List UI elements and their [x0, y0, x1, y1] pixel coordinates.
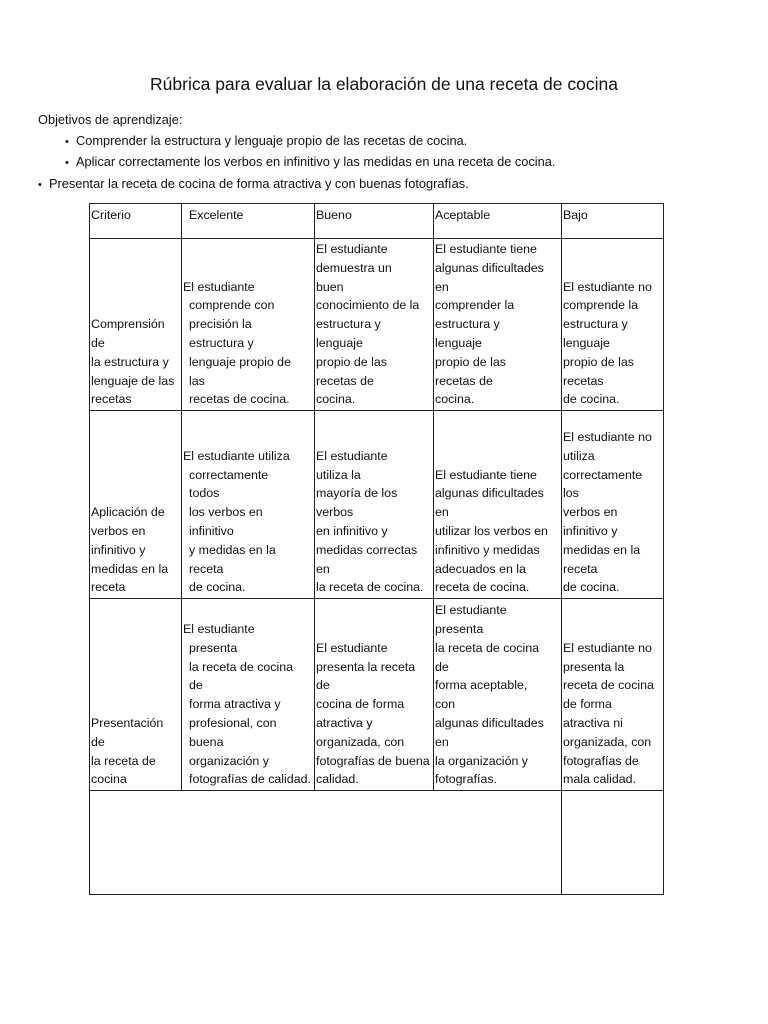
cell-text-line: cocina de forma	[316, 697, 405, 712]
cell-text-line: lenguaje	[435, 335, 482, 350]
cell-text-line: utilizar los verbos en	[435, 523, 548, 538]
cell-text-line: la receta de	[91, 753, 156, 768]
cell-text-line: lenguaje	[316, 335, 363, 350]
cell-text-line: calidad.	[316, 772, 359, 787]
cell-text-line: atractiva ni	[563, 715, 623, 730]
cell-text-line: utiliza la	[316, 467, 361, 482]
cell-text-line: Comprensión	[91, 317, 165, 332]
header-excelente: Excelente	[182, 204, 315, 239]
cell-text-line: cocina.	[316, 392, 356, 407]
cell-text-line: la receta de cocina.	[316, 580, 424, 595]
cell-text-line: correctamente	[563, 467, 643, 482]
cell-text-line: de	[189, 678, 203, 693]
cell-excelente	[182, 599, 315, 791]
objectives-section	[38, 110, 738, 195]
cell-criterio	[90, 599, 182, 791]
cell-bueno	[315, 411, 434, 599]
cell-text-line: buena	[189, 734, 224, 749]
cell-text-line: forma aceptable,	[435, 678, 528, 693]
header-bueno: Bueno	[315, 204, 434, 239]
cell-text-line: conocimiento de la	[316, 298, 420, 313]
cell-text-line: y medidas en la	[189, 542, 276, 557]
cell-text-line: El estudiante	[316, 640, 388, 655]
cell-text-line: receta	[91, 580, 126, 595]
cell-text-line: mala calidad.	[563, 772, 637, 787]
cell-text-line: estructura y	[189, 335, 254, 350]
header-bajo: Bajo	[562, 204, 664, 239]
cell-text-line: con	[435, 697, 455, 712]
cell-text-line: lenguaje propio de	[189, 354, 291, 369]
cell-text-line: El estudiante tiene	[435, 242, 537, 256]
cell-text-line: fotografías.	[435, 772, 497, 787]
objective-text: Comprender la estructura y lenguaje propio de las recetas de cocina.	[76, 132, 468, 148]
cell-text-line: de forma	[563, 697, 612, 712]
cell-text-line: los	[563, 486, 579, 501]
document-title: Rúbrica para evaluar la elaboración de una receta de cocina	[150, 74, 618, 94]
cell-text-line: la estructura y	[91, 354, 169, 369]
cell-text-line: profesional, con	[189, 715, 277, 730]
cell-text-line: propio de las	[563, 354, 634, 369]
cell-text-line: fotografías de calidad.	[189, 772, 311, 787]
cell-text-line: infinitivo y	[563, 523, 618, 538]
cell-text-line: en	[316, 561, 330, 576]
cell-text-line: mayoría de los	[316, 486, 398, 501]
cell-text-line: de cocina.	[189, 580, 246, 595]
cell-text-line: El estudiante	[435, 603, 507, 618]
bullet-icon: •	[65, 157, 69, 169]
objectives-heading	[38, 110, 738, 131]
cell-text-line: El estudiante	[316, 242, 388, 256]
cell-text-line: verbos	[316, 505, 354, 520]
cell-criterio	[90, 239, 182, 411]
cell-excelente	[182, 411, 315, 599]
cell-text-line: El estudiante	[183, 279, 255, 294]
empty-cell	[90, 791, 562, 895]
cell-text-line: Aplicación de	[91, 505, 165, 520]
bullet-icon: •	[38, 178, 42, 191]
cell-text-line: de	[91, 335, 105, 350]
cell-text-line: El estudiante utiliza	[183, 448, 290, 463]
cell-text-line: en	[435, 734, 449, 749]
cell-text-line: estructura y	[435, 317, 500, 332]
cell-text-line: medidas en la	[563, 542, 641, 557]
cell-text-line: precisión la	[189, 317, 252, 332]
cell-text-line: El estudiante no	[563, 640, 652, 655]
cell-text-line: infinitivo	[189, 523, 234, 538]
cell-text-line: infinitivo y medidas	[435, 542, 540, 557]
cell-text-line: la receta de cocina	[189, 659, 294, 674]
cell-text-line: la receta de cocina	[435, 640, 540, 655]
cell-criterio	[90, 411, 182, 599]
cell-text-line: medidas en la	[91, 561, 169, 576]
cell-text-line: comprende con	[189, 298, 275, 313]
objective-item	[38, 131, 738, 153]
cell-text-line: Presentación	[91, 715, 164, 730]
empty-cell	[562, 791, 664, 895]
cell-text-line: El estudiante	[183, 622, 255, 636]
table-row	[90, 411, 664, 599]
cell-aceptable	[434, 239, 562, 411]
objectives-heading-text: Objetivos de aprendizaje:	[38, 112, 183, 127]
cell-text-line: fotografías de	[563, 753, 639, 768]
cell-text-line: en	[435, 279, 449, 294]
cell-aceptable	[434, 599, 562, 791]
cell-text-line: infinitivo y	[91, 542, 146, 557]
cell-text-line: de	[316, 678, 330, 693]
cell-text-line: organizada, con	[563, 734, 652, 749]
cell-text-line: comprende la	[563, 298, 639, 313]
cell-text-line: buen	[316, 279, 344, 294]
cell-bajo	[562, 239, 664, 411]
cell-text-line: comprender la	[435, 298, 515, 313]
cell-text-line: organizada, con	[316, 734, 405, 749]
cell-text-line: algunas dificultades	[435, 486, 544, 501]
cell-excelente	[182, 239, 315, 411]
cell-text-line: El estudiante	[316, 448, 388, 463]
objective-item	[38, 152, 738, 174]
cell-text-line: estructura y	[316, 317, 381, 332]
cell-text-line: de	[435, 659, 449, 674]
cell-bajo	[562, 599, 664, 791]
cell-text-line: en infinitivo y	[316, 523, 388, 538]
objective-text: Presentar la receta de cocina de forma atractiva y con buenas fotografías.	[49, 175, 469, 191]
cell-text-line: las	[189, 373, 205, 388]
cell-text-line: recetas de	[435, 373, 493, 388]
cell-text-line: presenta	[435, 622, 484, 636]
cell-text-line: lenguaje	[563, 335, 610, 350]
cell-text-line: lenguaje de las	[91, 373, 175, 388]
cell-text-line: recetas	[91, 392, 132, 407]
cell-text-line: recetas	[563, 373, 604, 388]
cell-text-line: correctamente	[189, 467, 269, 482]
cell-text-line: de cocina.	[563, 580, 620, 595]
cell-text-line: presenta la	[563, 659, 625, 674]
table-row-empty	[90, 791, 664, 895]
cell-text-line: adecuados en la	[435, 561, 526, 576]
cell-text-line: verbos en	[91, 523, 146, 538]
cell-text-line: recetas de	[316, 373, 374, 388]
header-criterio: Criterio	[90, 204, 182, 239]
cell-text-line: de cocina.	[563, 392, 620, 407]
cell-bueno	[315, 239, 434, 411]
cell-text-line: verbos en	[563, 505, 618, 520]
cell-text-line: presenta	[189, 640, 238, 655]
cell-text-line: algunas dificultades	[435, 260, 544, 275]
cell-text-line: El estudiante no	[563, 430, 652, 444]
cell-text-line: El estudiante tiene	[435, 467, 537, 482]
cell-bueno	[315, 599, 434, 791]
cell-text-line: cocina	[91, 772, 127, 787]
cell-bajo	[562, 411, 664, 599]
cell-text-line: estructura y	[563, 317, 628, 332]
objective-text: Aplicar correctamente los verbos en infinitivo y las medidas en una receta de cocina.	[76, 154, 556, 169]
objective-item	[38, 174, 738, 196]
header-aceptable: Aceptable	[434, 204, 562, 239]
cell-text-line: algunas dificultades	[435, 715, 544, 730]
cell-aceptable	[434, 411, 562, 599]
cell-text-line: todos	[189, 486, 220, 501]
cell-text-line: El estudiante no	[563, 279, 652, 294]
cell-text-line: los verbos en	[189, 505, 263, 520]
table-row	[90, 599, 664, 791]
cell-text-line: fotografías de buena	[316, 753, 430, 768]
cell-text-line: utiliza	[563, 448, 595, 463]
bullet-icon: •	[65, 135, 69, 148]
cell-text-line: demuestra un	[316, 260, 392, 275]
cell-text-line: receta de cocina.	[435, 580, 530, 595]
cell-text-line: propio de las	[316, 354, 387, 369]
cell-text-line: receta	[189, 561, 224, 576]
cell-text-line: organización y	[189, 753, 269, 768]
cell-text-line: recetas de cocina.	[189, 392, 290, 407]
table-row	[90, 239, 664, 411]
table-header-row	[90, 204, 664, 239]
cell-text-line: medidas correctas	[316, 542, 418, 557]
cell-text-line: propio de las	[435, 354, 506, 369]
cell-text-line: la organización y	[435, 753, 528, 768]
rubric-table	[89, 203, 664, 895]
cell-text-line: presenta la receta	[316, 659, 416, 674]
cell-text-line: en	[435, 505, 449, 520]
cell-text-line: receta de cocina	[563, 678, 654, 693]
cell-text-line: de	[91, 734, 105, 749]
cell-text-line: forma atractiva y	[189, 697, 281, 712]
cell-text-line: cocina.	[435, 392, 475, 407]
cell-text-line: receta	[563, 561, 598, 576]
cell-text-line: atractiva y	[316, 715, 373, 730]
